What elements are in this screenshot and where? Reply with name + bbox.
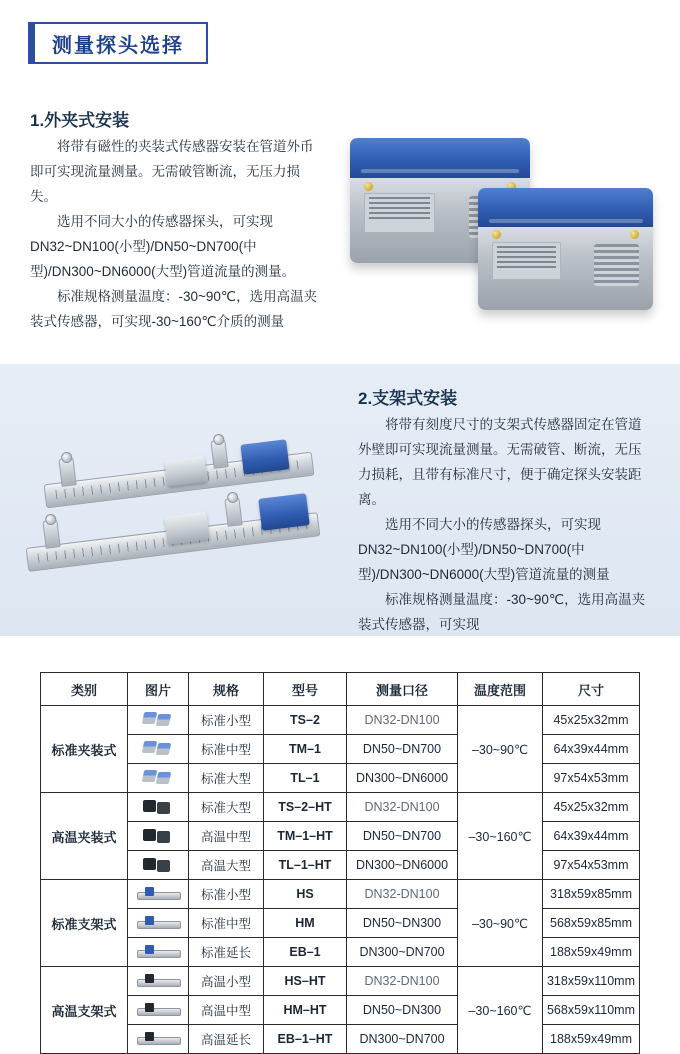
sensor-thumbnail-icon — [135, 825, 181, 845]
table-cell-spec: 标准大型 — [189, 793, 264, 822]
table-cell-image — [128, 1025, 189, 1054]
table-cell-size: 97x54x53mm — [543, 764, 640, 793]
table-cell-spec: 标准小型 — [189, 880, 264, 909]
rail-slider-block — [165, 456, 208, 487]
table-cell-image — [128, 822, 189, 851]
section-rail-mount — [0, 364, 680, 636]
sensor-thumbnail-icon — [135, 767, 181, 787]
table-row — [41, 938, 640, 967]
section2-paragraph-3: 标准规格测量温度：-30~90℃，选用高温夹装式传感器，可实现 — [358, 592, 646, 632]
table-cell-image — [128, 793, 189, 822]
table-cell-model: HS–HT — [264, 967, 347, 996]
table-cell-model: HM — [264, 909, 347, 938]
section2-paragraph-1: 将带有刻度尺寸的支架式传感器固定在管道外壁即可实现流量测量。无需破管、断流，无压力损耗，且带有标准尺寸，便于确定探头安装距离。 — [358, 417, 642, 507]
section1-paragraph-1: 将带有磁性的夹装式传感器安装在管道外币即可实现流量测量。无需破管断流，无压力损失。 — [30, 139, 314, 204]
table-row — [41, 822, 640, 851]
specification-table — [40, 672, 640, 1054]
table-cell-category: 标准夹装式 — [41, 706, 128, 793]
table-cell-size: 188x59x49mm — [543, 1025, 640, 1054]
table-row — [41, 706, 640, 735]
table-cell-spec: 标准中型 — [189, 909, 264, 938]
table-cell-temperature: –30~90℃ — [458, 880, 543, 967]
table-cell-temperature: –30~160℃ — [458, 793, 543, 880]
table-cell-category: 标准支架式 — [41, 880, 128, 967]
title-accent-bar — [28, 22, 35, 64]
device-screw — [492, 230, 501, 239]
device-screw — [630, 230, 639, 239]
sensor-thumbnail-icon — [135, 941, 181, 961]
table-cell-image — [128, 880, 189, 909]
table-row — [41, 735, 640, 764]
table-row — [41, 996, 640, 1025]
clamp-on-sensor-photo — [340, 124, 660, 344]
table-cell-size: 318x59x85mm — [543, 880, 640, 909]
table-cell-image — [128, 996, 189, 1025]
table-cell-spec: 高温中型 — [189, 822, 264, 851]
table-cell-temperature: –30~160℃ — [458, 967, 543, 1054]
table-cell-bore: DN50~DN700 — [347, 735, 458, 764]
table-cell-bore: DN300~DN700 — [347, 1025, 458, 1054]
table-cell-size: 64x39x44mm — [543, 822, 640, 851]
table-row — [41, 967, 640, 996]
sensor-thumbnail-icon — [135, 883, 181, 903]
device-lid — [478, 188, 653, 229]
table-header-image: 图片 — [128, 673, 189, 706]
table-header-bore: 测量口径 — [347, 673, 458, 706]
table-cell-image — [128, 706, 189, 735]
table-cell-temperature: –30~90℃ — [458, 706, 543, 793]
table-cell-image — [128, 851, 189, 880]
table-cell-spec: 高温大型 — [189, 851, 264, 880]
table-cell-size: 45x25x32mm — [543, 793, 640, 822]
rail-post — [42, 519, 60, 549]
table-header-category: 类别 — [41, 673, 128, 706]
table-cell-bore: DN50~DN700 — [347, 822, 458, 851]
table-header-model: 型号 — [264, 673, 347, 706]
table-cell-size: 64x39x44mm — [543, 735, 640, 764]
table-cell-category: 高温夹装式 — [41, 793, 128, 880]
sensor-thumbnail-icon — [135, 912, 181, 932]
section2-body — [358, 412, 654, 637]
sensor-thumbnail-icon — [135, 709, 181, 729]
table-row — [41, 880, 640, 909]
table-cell-size: 568x59x110mm — [543, 996, 640, 1025]
specification-table-wrap — [40, 672, 640, 1054]
table-row — [41, 793, 640, 822]
table-row — [41, 1025, 640, 1054]
table-cell-bore: DN50~DN300 — [347, 996, 458, 1025]
sensor-thumbnail-icon — [135, 796, 181, 816]
table-header-size: 尺寸 — [543, 673, 640, 706]
section1-paragraph-2: 选用不同大小的传感器探头，可实现DN32~DN100(小型)/DN50~DN700(中型)/DN300~DN6000(大型)管道流量的测量。 — [30, 214, 296, 279]
table-cell-model: TS–2 — [264, 706, 347, 735]
table-cell-image — [128, 764, 189, 793]
table-cell-size: 568x59x85mm — [543, 909, 640, 938]
section1-body — [30, 134, 320, 334]
rail-mount-sensor-photo — [16, 434, 352, 614]
table-cell-model: TL–1 — [264, 764, 347, 793]
table-cell-spec: 高温小型 — [189, 967, 264, 996]
page-title-box — [28, 22, 208, 64]
table-cell-spec: 标准中型 — [189, 735, 264, 764]
rail-sensor-block — [240, 439, 289, 474]
table-cell-model: HS — [264, 880, 347, 909]
rail-post — [58, 457, 76, 487]
device-vent — [594, 244, 640, 285]
table-cell-model: HM–HT — [264, 996, 347, 1025]
clamp-sensor-device-front — [478, 188, 653, 310]
sensor-thumbnail-icon — [135, 999, 181, 1019]
device-label — [492, 242, 561, 281]
table-header-spec: 规格 — [189, 673, 264, 706]
table-cell-model: TM–1–HT — [264, 822, 347, 851]
rail-post — [224, 497, 242, 527]
section1-paragraph-3: 标准规格测量温度：-30~90℃，选用高温夹装式传感器，可实现-30~160℃介质的测量 — [30, 289, 318, 329]
section1-heading: 1.外夹式安装 — [30, 111, 130, 130]
table-cell-spec: 标准延长 — [189, 938, 264, 967]
table-cell-image — [128, 967, 189, 996]
table-cell-spec: 标准小型 — [189, 706, 264, 735]
device-lid — [350, 138, 530, 181]
sensor-thumbnail-icon — [135, 970, 181, 990]
table-row — [41, 764, 640, 793]
table-cell-bore: DN300~DN6000 — [347, 764, 458, 793]
section2-heading: 2.支架式安装 — [358, 389, 458, 408]
rail-slider-block — [164, 512, 209, 545]
sensor-thumbnail-icon — [135, 738, 181, 758]
table-cell-model: EB–1 — [264, 938, 347, 967]
table-cell-bore: DN32-DN100 — [347, 880, 458, 909]
table-cell-size: 97x54x53mm — [543, 851, 640, 880]
table-cell-size: 188x59x49mm — [543, 938, 640, 967]
table-cell-model: EB–1–HT — [264, 1025, 347, 1054]
table-row — [41, 851, 640, 880]
table-cell-bore: DN32-DN100 — [347, 793, 458, 822]
table-cell-size: 45x25x32mm — [543, 706, 640, 735]
device-label — [364, 193, 434, 233]
table-cell-spec: 高温延长 — [189, 1025, 264, 1054]
section-clamp-on — [0, 82, 680, 364]
table-cell-bore: DN32-DN100 — [347, 967, 458, 996]
table-cell-model: TL–1–HT — [264, 851, 347, 880]
table-row — [41, 909, 640, 938]
table-cell-bore: DN50~DN300 — [347, 909, 458, 938]
table-cell-image — [128, 938, 189, 967]
sensor-thumbnail-icon — [135, 854, 181, 874]
page-title: 测量探头选择 — [52, 34, 184, 57]
section2-paragraph-2: 选用不同大小的传感器探头，可实现DN32~DN100(小型)/DN50~DN700(中型)/DN300~DN6000(大型)管道流量的测量 — [358, 517, 610, 582]
table-header-row — [41, 673, 640, 706]
table-cell-bore: DN300~DN700 — [347, 938, 458, 967]
table-cell-category: 高温支架式 — [41, 967, 128, 1054]
table-body — [41, 706, 640, 1054]
device-screw — [364, 182, 373, 191]
table-cell-spec: 高温中型 — [189, 996, 264, 1025]
table-cell-image — [128, 909, 189, 938]
table-cell-model: TS–2–HT — [264, 793, 347, 822]
table-cell-spec: 标准大型 — [189, 764, 264, 793]
table-cell-bore: DN32-DN100 — [347, 706, 458, 735]
rail-sensor-block — [258, 493, 310, 531]
rail-post — [210, 439, 228, 469]
sensor-thumbnail-icon — [135, 1028, 181, 1048]
table-cell-bore: DN300~DN6000 — [347, 851, 458, 880]
table-cell-size: 318x59x110mm — [543, 967, 640, 996]
table-cell-image — [128, 735, 189, 764]
table-header-temperature: 温度范围 — [458, 673, 543, 706]
table-cell-model: TM–1 — [264, 735, 347, 764]
